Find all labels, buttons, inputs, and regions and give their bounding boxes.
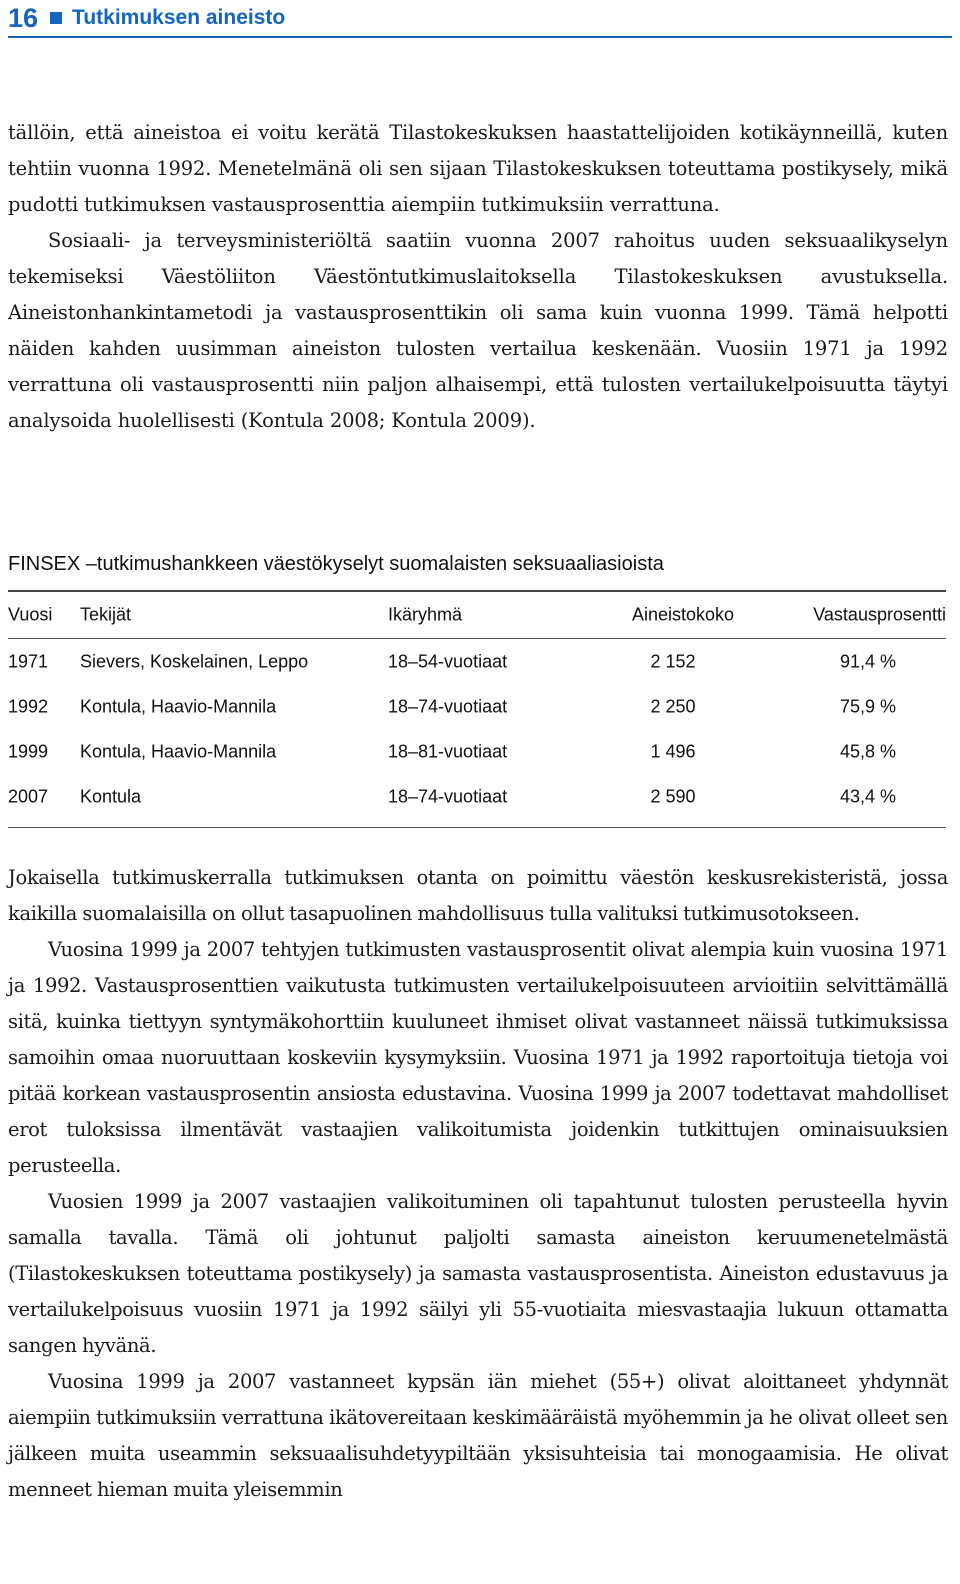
table-bottom-rule <box>8 827 946 828</box>
body-text-bottom <box>8 860 948 1508</box>
paragraph: Vuosina 1999 ja 2007 vastanneet kypsän iän miehet (55+) olivat aloittaneet yhdynnät aiempiin tutkimuksiin verrattuna ikätovereitaan keskimääräistä myöhemmin ja he olivat olleet sen jälkeen muita useammin seksuaalisuhdetyypiltään yksisuhteisia tai monogaamisia. He olivat menneet hieman muita yleisemmin <box>8 1370 948 1501</box>
cell-age-group: 18–81-vuotiaat <box>388 741 508 761</box>
header-sample-size: Aineistokoko <box>631 604 735 625</box>
paragraph: Jokaisella tutkimuskerralla tutkimuksen otanta on poimittu väestön keskusrekisteristä, jossa kaikilla suomalaisilla on ollut tasapuolinen mahdollisuus tulla valituksi tutkimusotokseen. <box>8 866 948 925</box>
cell-sample-size: 2 152 <box>650 651 696 671</box>
cell-sample-size: 2 250 <box>650 696 696 716</box>
paragraph: tällöin, että aineistoa ei voitu kerätä Tilastokeskuksen haastattelijoiden kotikäynneillä, kuten tehtiin vuonna 1992. Menetelmänä oli sen sijaan Tilastokeskuksen toteuttama postikysely, mikä pudotti tutkimuksen vastausprosenttia aiempiin tutkimuksiin verrattuna. <box>8 121 948 216</box>
cell-sample-size: 2 590 <box>650 786 696 806</box>
cell-sample-size: 1 496 <box>650 741 696 761</box>
cell-authors: Kontula, Haavio-Mannila <box>80 741 277 761</box>
cell-year: 2007 <box>8 786 49 806</box>
table-title: FINSEX –tutkimushankkeen väestökyselyt suomalaisten seksuaaliasioista <box>8 553 664 575</box>
table-row <box>8 729 946 774</box>
cell-response-rate: 75,9 % <box>839 696 896 716</box>
table-header-row <box>8 592 946 638</box>
paragraph: Sosiaali- ja terveysministeriöltä saatiin vuonna 2007 rahoitus uuden seksuaalikyselyn tekemiseksi Väestöliiton Väestöntutkimuslaitoksella Tilastokeskuksen avustuksella. Aineistonhankintametodi ja vastausprosenttikin oli sama kuin vuonna 1999. Tämä helpotti näiden kahden uusimman aineiston tulosten vertailua keskenään. Vuosiin 1971 ja 1992 verrattuna oli vastausprosentti niin paljon alhaisempi, että tulosten vertailukelpoisuutta täytyi analysoida huolellisesti (Kontula 2008; Kontula 2009). <box>8 229 948 432</box>
section-title: Tutkimuksen aineisto <box>72 6 286 29</box>
cell-authors: Kontula <box>80 786 142 806</box>
cell-year: 1992 <box>8 696 49 716</box>
page-number: 16 <box>8 2 39 33</box>
square-bullet-icon <box>50 12 62 24</box>
body-text-top <box>8 115 948 439</box>
cell-response-rate: 45,8 % <box>839 741 896 761</box>
finsex-table <box>8 590 946 828</box>
cell-response-rate: 91,4 % <box>839 651 896 671</box>
table-row <box>8 774 946 819</box>
paragraph: Vuosina 1999 ja 2007 tehtyjen tutkimusten vastausprosentit olivat alempia kuin vuosina 1971 ja 1992. Vastausprosenttien vaikutusta tutkimusten vertailukelpoisuuteen arvioitiin selvittämällä sitä, kuinka tiettyyn syntymäkohorttiin kuuluneet ihmiset olivat vastanneet näissä tutkimuksissa samoihin omaa nuoruuttaan koskeviin kysymyksiin. Vuosina 1971 ja 1992 raportoituja tietoja voi pitää korkean vastausprosentin ansiosta edustavina. Vuosina 1999 ja 2007 todettavat mahdolliset erot tuloksissa ilmentävät vastaajien valikoitumista joidenkin tutkittujen ominaisuuksien perusteella. <box>8 938 948 1177</box>
cell-response-rate: 43,4 % <box>839 786 896 806</box>
cell-year: 1999 <box>8 741 49 761</box>
table-row <box>8 639 946 684</box>
cell-age-group: 18–74-vuotiaat <box>388 696 508 716</box>
cell-authors: Kontula, Haavio-Mannila <box>80 696 277 716</box>
page-header <box>8 0 952 38</box>
header-authors: Tekijät <box>80 604 132 625</box>
cell-authors: Sievers, Koskelainen, Leppo <box>80 651 309 671</box>
header-response-rate: Vastausprosentti <box>813 604 946 625</box>
table-row <box>8 684 946 729</box>
cell-year: 1971 <box>8 651 49 671</box>
cell-age-group: 18–74-vuotiaat <box>388 786 508 806</box>
header-age-group: Ikäryhmä <box>388 604 463 625</box>
header-year: Vuosi <box>8 604 53 625</box>
paragraph: Vuosien 1999 ja 2007 vastaajien valikoituminen oli tapahtunut tulosten perusteella hyvin samalla tavalla. Tämä oli johtunut paljolti samasta aineiston keruumenetelmästä (Tilastokeskuksen toteuttama postikysely) ja samasta vastausprosentista. Aineiston edustavuus ja vertailukelpoisuus vuosiin 1971 ja 1992 säilyi yli 55-vuotiaita miesvastaajia lukuun ottamatta sangen hyvänä. <box>8 1190 948 1357</box>
cell-age-group: 18–54-vuotiaat <box>388 651 508 671</box>
